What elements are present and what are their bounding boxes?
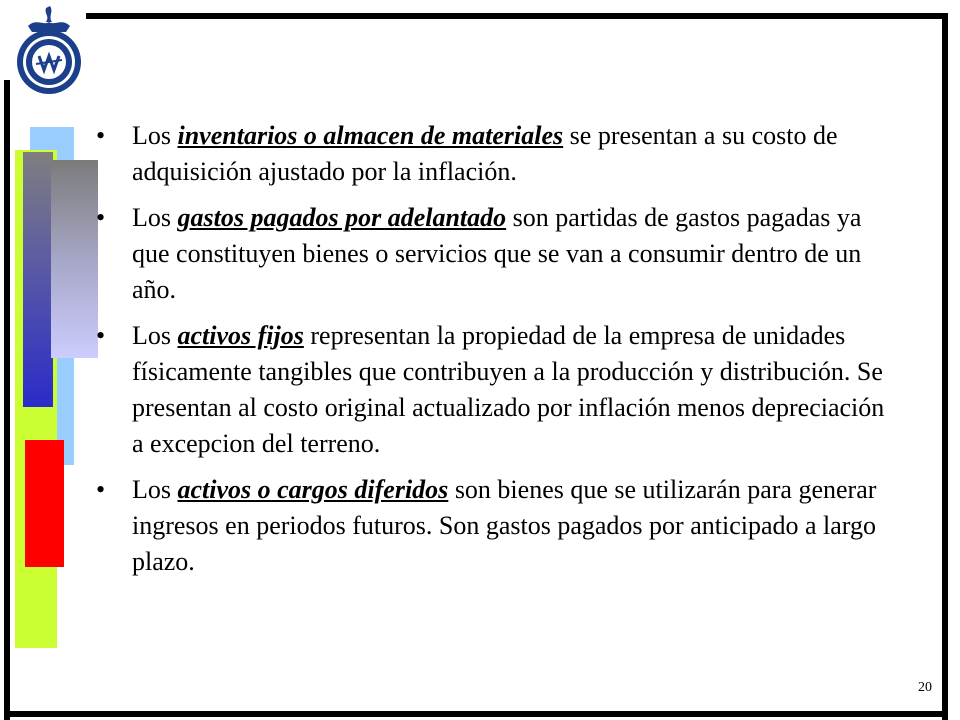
bullet-term: activos fijos (177, 321, 304, 350)
bullet-text-before: Los (132, 203, 178, 232)
bullet-icon: • (96, 121, 106, 150)
bullet-item-cargos-diferidos (96, 472, 896, 580)
decor-red-bar (25, 440, 64, 567)
bullet-text-before: Los (132, 321, 178, 350)
bullet-text-before: Los (132, 121, 178, 150)
bullet-text-after: se presentan a su costo de adquisición ajustado por la inflación. (132, 121, 838, 186)
bullet-icon: • (96, 475, 106, 504)
decor-lavender-gradient-bar (51, 160, 98, 358)
bullet-term: inventarios o almacen de materiales (177, 121, 564, 150)
frame-right-border (942, 13, 948, 720)
bullet-text-after: son bienes que se utilizarán para generar ingresos en periodos futuros. Son gastos pagados por anticipado a largo plazo. (132, 475, 877, 576)
bullet-text-after: representan la propiedad de la empresa de unidades físicamente tangibles que contribuyen a la producción y distribución. Se presentan al costo original actualizado por inflación menos depreciación a excepcion del terreno. (132, 321, 885, 458)
bullet-term: activos o cargos diferidos (177, 475, 449, 504)
bullet-list (96, 118, 896, 580)
bullet-text-after: son partidas de gastos pagadas ya que constituyen bienes o servicios que se van a consumir dentro de un año. (132, 203, 862, 304)
bullet-item-inventarios (96, 118, 896, 190)
frame-bottom-border (4, 711, 948, 717)
decor-blue-gradient-bar (23, 152, 53, 407)
bullet-term: gastos pagados por adelantado (177, 203, 507, 232)
bullet-icon: • (96, 321, 106, 350)
bullet-text-before: Los (132, 475, 178, 504)
university-seal-icon (6, 4, 92, 96)
slide-content (96, 118, 896, 580)
page-number: 20 (918, 680, 932, 695)
bullet-item-gastos-pagados (96, 200, 896, 308)
frame-left-border (4, 80, 10, 720)
bullet-item-activos-fijos (96, 318, 896, 462)
bullet-icon: • (96, 203, 106, 232)
frame-top-border (86, 13, 948, 19)
